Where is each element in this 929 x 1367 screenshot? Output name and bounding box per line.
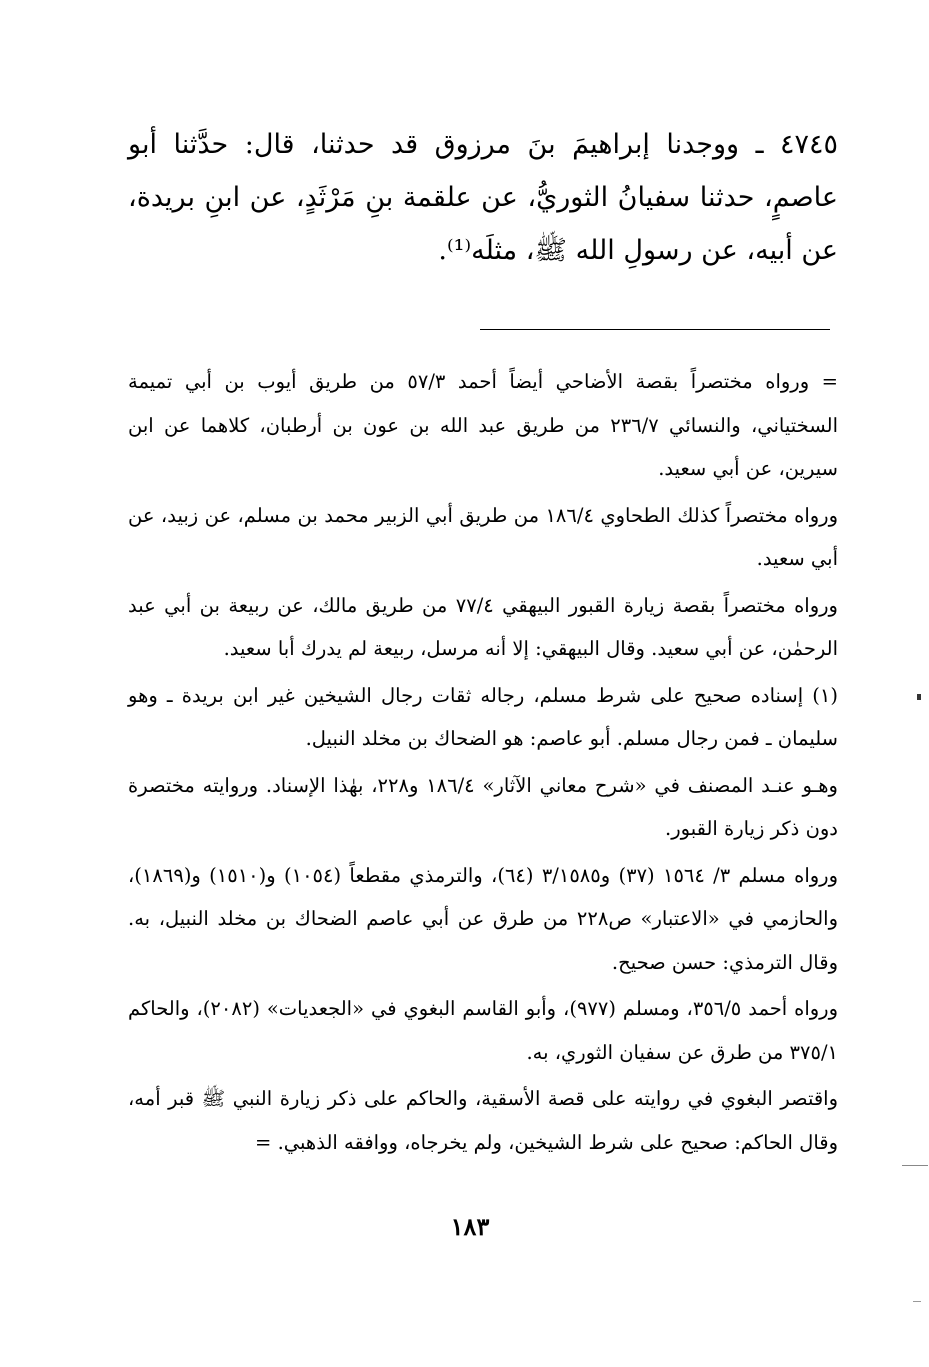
- footnotes-block: [128, 360, 838, 1167]
- footnote-separator: [480, 329, 830, 330]
- scan-edge-mark: [913, 1301, 921, 1302]
- footnote-paragraph: واقتصر البغوي في روايته على قصة الأسقية، والحاكم على ذكر زيارة النبي ﷺ قبر أمه، وقال الحاكم: صحيح على شرط الشيخين، ولم يخرجاه، ووافقه الذهبي. =: [128, 1087, 838, 1154]
- footnote-paragraph: ورواه أحمد ٣٥٦/٥، ومسلم (٩٧٧)، وأبو القاسم البغوي في «الجعديات» (٢٠٨٢)، والحاكم ٣٧٥/١ من طرق عن سفيان الثوري، به.: [128, 997, 838, 1064]
- hadith-paragraph: ٤٧٤٥ ـ ووجدنا إبراهيمَ بنَ مرزوق قد حدثنا، قال: حدَّثنا أبو عاصمٍ، حدثنا سفيانُ الثوريُّ، عن علقمة بنِ مَرْثَدٍ، عن ابنِ بريدة، عن أبيه، عن رسولِ الله ﷺ، مثلَه⁽¹⁾.: [128, 129, 838, 266]
- page-number: ١٨٣: [450, 1212, 490, 1241]
- footnote-paragraph: وهـو عنـد المصنف في «شرح معاني الآثار» ١٨٦/٤ و٢٢٨، بهٰذا الإسناد. وروايته مختصرة دون ذكر زيارة القبور.: [128, 773, 838, 840]
- scan-speck: [917, 694, 921, 700]
- scan-edge-mark: [902, 1165, 928, 1166]
- footnote-paragraph: ورواه مختصراً كذلك الطحاوي ١٨٦/٤ من طريق أبي الزبير محمد بن مسلم، عن زبيد، عن أبي سعيد.: [128, 503, 838, 570]
- footnote-paragraph: ورواه مختصراً بقصة زيارة القبور البيهقي ٧٧/٤ من طريق مالك، عن ربيعة بن أبي عبد الرحمٰن، عن أبي سعيد. وقال البيهقي: إلا أنه مرسل، ربيعة لم يدرك أبا سعيد.: [128, 593, 838, 660]
- footnote-continuation-paragraph: = ورواه مختصراً بقصة الأضاحي أيضاً أحمد ٥٧/٣ من طريق أيوب بن أبي تميمة السختياني، والنسائي ٢٣٦/٧ من طريق عبد الله بن عون بن أرطبان، كلاهما عن ابن سيرين، عن أبي سعيد.: [128, 370, 838, 480]
- footnote-1-paragraph: (١) إسناده صحيح على شرط مسلم، رجاله ثقات رجال الشيخين غير ابن بريدة ـ وهو سليمان ـ فمن رجال مسلم. أبو عاصم: هو الضحاك بن مخلد النبيل.: [128, 683, 838, 750]
- footnote-paragraph: ورواه مسلم ٣/ ١٥٦٤ (٣٧) و٣/١٥٨٥ (٦٤)، والترمذي مقطعاً (١٠٥٤) و(١٥١٠) و(١٨٦٩)، والحازمي في «الاعتبار» ص٢٢٨ من طرق عن أبي عاصم الضحاك بن مخلد النبيل، به. وقال الترمذي: حسن صحيح.: [128, 863, 838, 974]
- hadith-text-block: [128, 118, 838, 277]
